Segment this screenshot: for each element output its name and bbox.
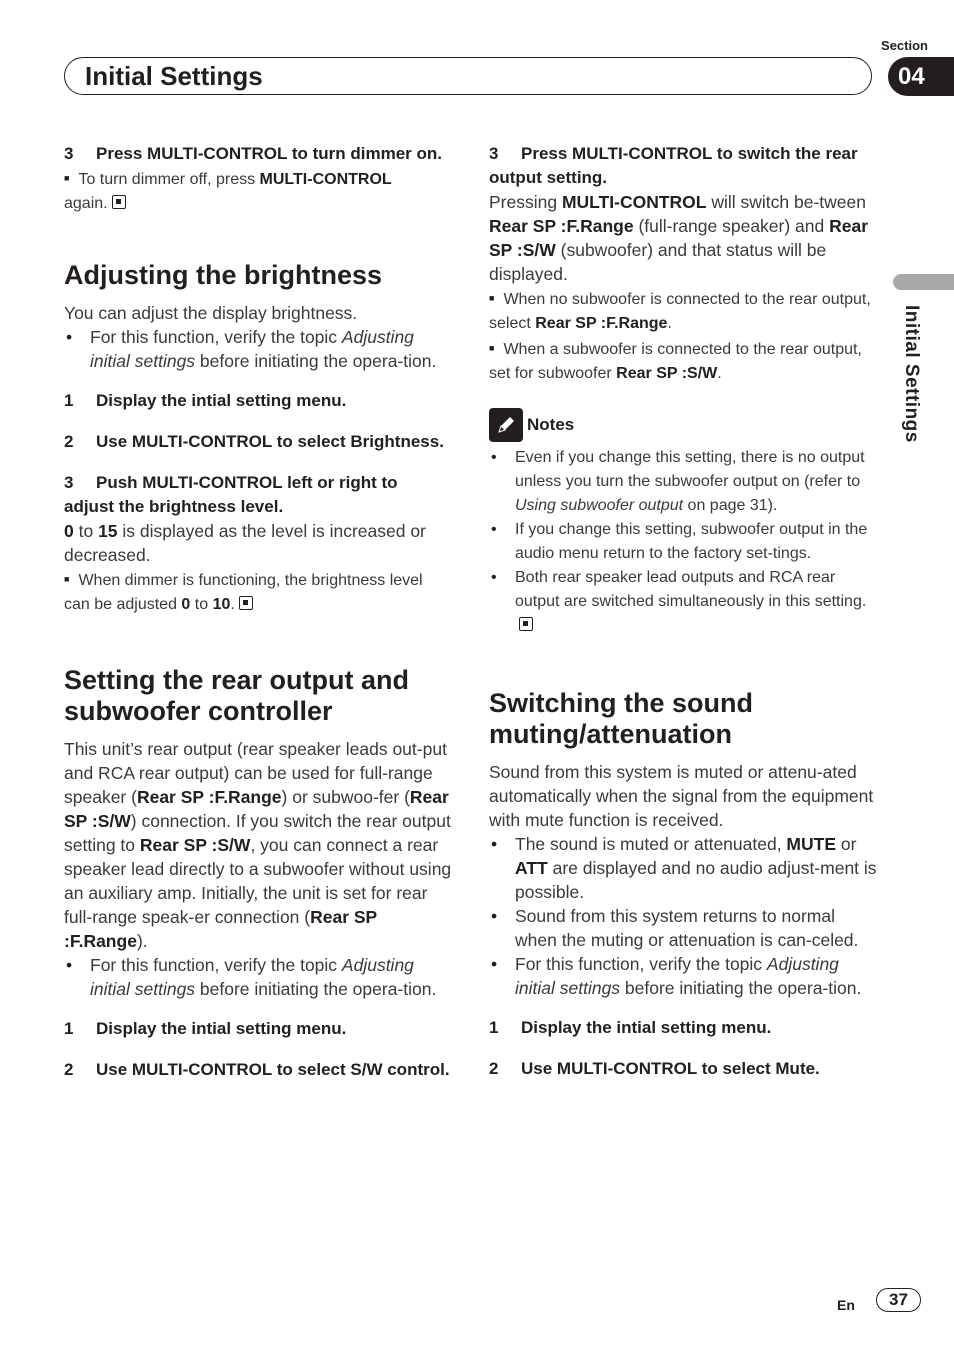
pencil-icon xyxy=(489,408,523,442)
rear-step-1: 1 Display the intial setting menu. xyxy=(64,1019,347,1038)
step-switch-rear-output: 3 Press MULTI-CONTROL to switch the rear output setting. xyxy=(489,144,858,187)
subwoofer-note: ■ When a subwoofer is connected to the rear output, set for subwoofer Rear SP :S/W. xyxy=(489,341,862,382)
muting-step-1: 1 Display the intial setting menu. xyxy=(489,1018,772,1037)
dimmer-off-note: ■ To turn dimmer off, press MULTI-CONTROL again. xyxy=(64,171,392,212)
brightness-intro: You can adjust the display brightness. xyxy=(64,303,358,323)
side-tab-marker xyxy=(893,274,954,290)
heading-rear-output: Setting the rear output and subwoofer controller xyxy=(64,665,410,726)
section-label: Section xyxy=(881,38,928,53)
side-section-label: Initial Settings xyxy=(901,305,922,443)
note-item: • If you change this setting, subwoofer output in the audio menu return to the factory set-tings. xyxy=(489,518,877,566)
muting-bullet: • Sound from this system returns to normal when the muting or attenuation is can-celed. xyxy=(489,904,877,952)
muting-bullet: • For this function, verify the topic Adjusting initial settings before initiating the opera-tion. xyxy=(489,952,877,1000)
note-item: • Both rear speaker lead outputs and RCA rear output are switched simultaneously in this setting. xyxy=(489,566,877,638)
muting-step-2: 2 Use MULTI-CONTROL to select Mute. xyxy=(489,1059,820,1078)
rear-switch-paragraph: Pressing MULTI-CONTROL will switch be-tween Rear SP :F.Range (full-range speaker) and Rear SP :S/W (subwoofer) and that status will be displayed. xyxy=(489,192,869,284)
rear-output-paragraph: This unit’s rear output (rear speaker leads out-put and RCA rear output) can be used for full-range speaker (Rear SP :F.Range) or subwoo-fer (Rear SP :S/W) connection. If you switch the rear output setting to Rear SP :S/W, you can connect a rear speaker lead directly to a subwoofer without using an auxiliary amp. Initially, the unit is set for rear full-range speak-er connection (Rear SP :F.Range). xyxy=(64,739,452,951)
header-bar xyxy=(64,57,872,95)
brightness-step-3: 3 Push MULTI-CONTROL left or right to adjust the brightness level. xyxy=(64,473,398,516)
brightness-step-1: 1 Display the intial setting menu. xyxy=(64,391,347,410)
language-label: En xyxy=(837,1297,855,1313)
note-item: • Even if you change this setting, there is no output unless you turn the subwoofer output on (refer to Using subwoofer output on page 31). xyxy=(489,446,877,518)
rear-output-bullet: • For this function, verify the topic Adjusting initial settings before initiating the opera-tion. xyxy=(64,953,452,1001)
muting-bullet: • The sound is muted or attenuated, MUTE or ATT are displayed and no audio adjust-ment is possible. xyxy=(489,832,877,904)
brightness-step-2: 2 Use MULTI-CONTROL to select Brightness. xyxy=(64,432,444,451)
right-column xyxy=(489,142,877,1081)
heading-muting: Switching the sound muting/attenuation xyxy=(489,688,753,749)
brightness-bullet: • For this function, verify the topic Adjusting initial settings before initiating the opera-tion. xyxy=(64,325,452,373)
notes-header: Notes xyxy=(489,408,877,442)
page-number: 37 xyxy=(876,1288,921,1312)
page-title: Initial Settings xyxy=(85,61,263,91)
left-column xyxy=(64,142,452,1082)
no-subwoofer-note: ■ When no subwoofer is connected to the rear output, select Rear SP :F.Range. xyxy=(489,291,871,332)
rear-step-2: 2 Use MULTI-CONTROL to select S/W control. xyxy=(64,1060,450,1079)
heading-adjusting-brightness: Adjusting the brightness xyxy=(64,260,383,290)
end-mark-icon xyxy=(112,195,126,209)
muting-intro: Sound from this system is muted or attenu-ated automatically when the signal from the equipment with mute function is received. xyxy=(489,762,874,830)
end-mark-icon xyxy=(519,617,533,631)
brightness-dimmer-note: ■ When dimmer is functioning, the brightness level can be adjusted 0 to 10. xyxy=(64,572,423,613)
brightness-level-text: 0 to 15 is displayed as the level is increased or decreased. xyxy=(64,521,426,565)
end-mark-icon xyxy=(239,596,253,610)
step-dimmer-on: 3 Press MULTI-CONTROL to turn dimmer on. xyxy=(64,144,442,163)
section-number-badge: 04 xyxy=(888,57,954,96)
